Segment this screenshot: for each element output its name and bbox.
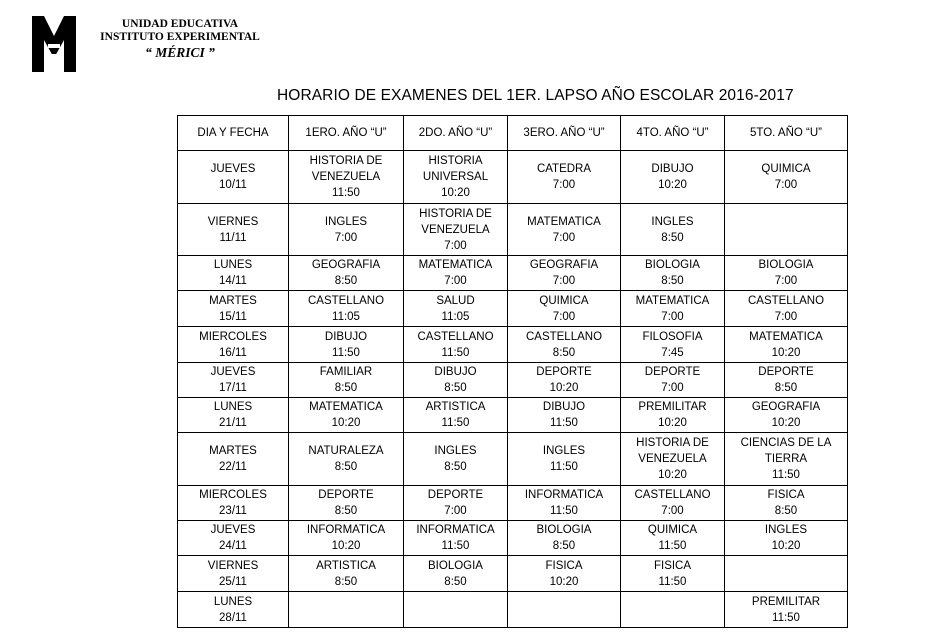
table-row [178,327,848,363]
exam-cell: DIBUJO 11:50 [508,398,621,433]
exam-cell: INGLES 10:20 [725,521,848,556]
exam-cell: HISTORIA DE VENEZUELA 11:50 [289,151,404,204]
date-cell: JUEVES 24/11 [178,521,289,556]
exam-cell: DEPORTE 8:50 [289,486,404,521]
date-cell: JUEVES 17/11 [178,363,289,398]
date-cell: JUEVES 10/11 [178,151,289,204]
exam-cell: QUIMICA 7:00 [508,291,621,327]
table-row [178,291,848,327]
date-cell: MARTES 22/11 [178,433,289,486]
date-cell: LUNES 28/11 [178,592,289,628]
exam-cell: GEOGRAFIA 7:00 [508,256,621,291]
table-row [178,486,848,521]
table-row [178,363,848,398]
exam-cell: CASTELLANO 7:00 [621,486,725,521]
table-row [178,151,848,204]
exam-cell: DIBUJO 11:50 [289,327,404,363]
exam-cell: FISICA 8:50 [725,486,848,521]
exam-cell: DEPORTE 10:20 [508,363,621,398]
exam-cell: HISTORIA DE VENEZUELA 10:20 [621,433,725,486]
date-cell: MIERCOLES 16/11 [178,327,289,363]
exam-cell: CASTELLANO 8:50 [508,327,621,363]
exam-cell: DEPORTE 7:00 [621,363,725,398]
exam-cell: BIOLOGIA 8:50 [404,556,508,592]
table-row [178,433,848,486]
exam-cell: INFORMATICA 11:50 [508,486,621,521]
column-header: 2DO. AÑO “U” [404,116,508,151]
exam-cell: MATEMATICA 10:20 [725,327,848,363]
exam-cell: INGLES 8:50 [404,433,508,486]
exam-cell [725,556,848,592]
exam-cell: INFORMATICA 11:50 [404,521,508,556]
table-row [178,556,848,592]
exam-cell: MATEMATICA 7:00 [404,256,508,291]
exam-cell: MATEMATICA 7:00 [621,291,725,327]
date-cell: LUNES 14/11 [178,256,289,291]
page-title: HORARIO DE EXAMENES DEL 1ER. LAPSO AÑO ESCOLAR 2016-2017 [277,87,794,104]
date-cell: LUNES 21/11 [178,398,289,433]
exam-cell: GEOGRAFIA 10:20 [725,398,848,433]
exam-cell: ARTISTICA 8:50 [289,556,404,592]
date-cell: MIERCOLES 23/11 [178,486,289,521]
exam-cell: NATURALEZA 8:50 [289,433,404,486]
column-header: 5TO. AÑO “U” [725,116,848,151]
exam-cell: QUIMICA 11:50 [621,521,725,556]
exam-cell [404,592,508,628]
institution-line-2: INSTITUTO EXPERIMENTAL [100,31,260,43]
exam-cell: DEPORTE 8:50 [725,363,848,398]
exam-cell: CASTELLANO 11:50 [404,327,508,363]
exam-cell: ARTISTICA 11:50 [404,398,508,433]
exam-cell [725,204,848,256]
exam-cell: INFORMATICA 10:20 [289,521,404,556]
exam-cell: CASTELLANO 11:05 [289,291,404,327]
column-header: DIA Y FECHA [178,116,289,151]
exam-cell: BIOLOGIA 7:00 [725,256,848,291]
column-header: 3ERO. AÑO “U” [508,116,621,151]
date-cell: VIERNES 25/11 [178,556,289,592]
exam-cell: FISICA 11:50 [621,556,725,592]
institution-name [80,18,280,59]
exam-cell: MATEMATICA 7:00 [508,204,621,256]
exam-cell: INGLES 7:00 [289,204,404,256]
exam-cell: FILOSOFIA 7:45 [621,327,725,363]
institution-line-1: UNIDAD EDUCATIVA [121,18,239,30]
exam-cell: PREMILITAR 11:50 [725,592,848,628]
exam-cell [289,592,404,628]
exam-cell: QUIMICA 7:00 [725,151,848,204]
exam-cell: CATEDRA 7:00 [508,151,621,204]
exam-cell: PREMILITAR 10:20 [621,398,725,433]
exam-cell: BIOLOGIA 8:50 [621,256,725,291]
exam-cell: DEPORTE 7:00 [404,486,508,521]
exam-cell: SALUD 11:05 [404,291,508,327]
table-header-row [178,116,848,151]
table-row [178,398,848,433]
exam-cell: MATEMATICA 10:20 [289,398,404,433]
exam-cell [508,592,621,628]
exam-cell: DIBUJO 10:20 [621,151,725,204]
date-cell: VIERNES 11/11 [178,204,289,256]
exam-cell: HISTORIA DE VENEZUELA 7:00 [404,204,508,256]
exam-cell [621,592,725,628]
exam-cell: CASTELLANO 7:00 [725,291,848,327]
school-logo-icon [31,14,77,74]
exam-schedule-table [177,115,848,628]
exam-cell: FAMILIAR 8:50 [289,363,404,398]
date-cell: MARTES 15/11 [178,291,289,327]
exam-cell: GEOGRAFIA 8:50 [289,256,404,291]
exam-cell: DIBUJO 8:50 [404,363,508,398]
table-row [178,204,848,256]
exam-cell: INGLES 8:50 [621,204,725,256]
table-row [178,521,848,556]
exam-cell: INGLES 11:50 [508,433,621,486]
exam-cell: BIOLOGIA 8:50 [508,521,621,556]
exam-cell: CIENCIAS DE LA TIERRA 11:50 [725,433,848,486]
exam-cell: HISTORIA UNIVERSAL 10:20 [404,151,508,204]
institution-line-3: “ MÉRICI ” [145,45,215,60]
exam-cell: FISICA 10:20 [508,556,621,592]
column-header: 1ERO. AÑO “U” [289,116,404,151]
table-row [178,592,848,628]
table-row [178,256,848,291]
column-header: 4TO. AÑO “U” [621,116,725,151]
